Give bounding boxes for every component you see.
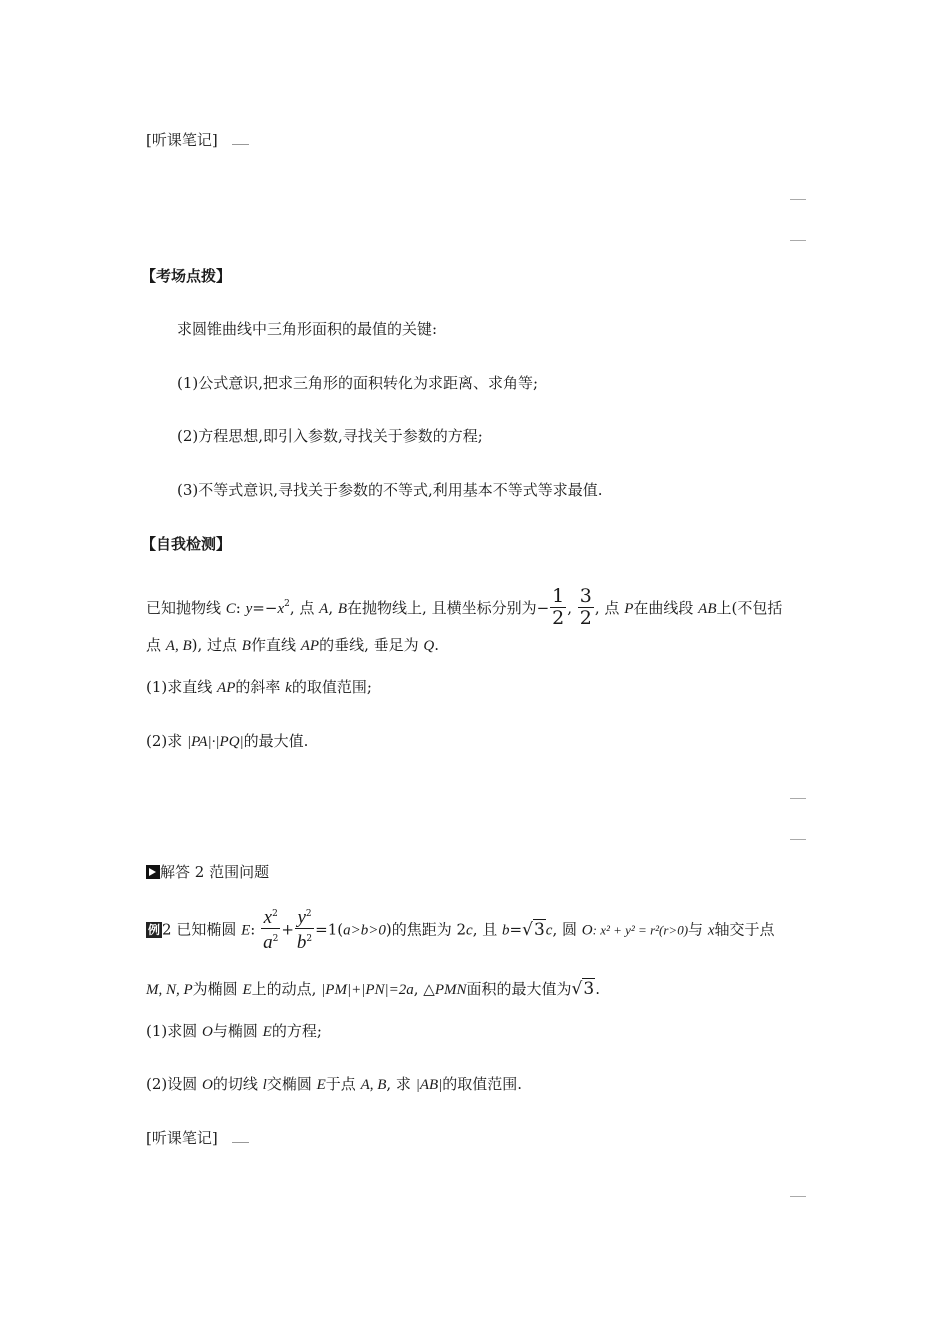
section-title-text: 解答 2 范围问题	[160, 863, 270, 881]
text: 的方程;	[271, 1022, 322, 1040]
text: 交椭圆	[266, 1075, 317, 1093]
section-marker-icon	[146, 865, 160, 879]
var-ap: AP	[217, 680, 236, 696]
text: 于点	[325, 1075, 361, 1093]
note-line	[790, 1196, 806, 1197]
text: )的焦距为 2	[385, 920, 467, 939]
var-e: E	[262, 1024, 272, 1040]
self-test-line-2	[146, 634, 439, 655]
text: 的取值范围.	[442, 1075, 523, 1093]
text: 点	[146, 636, 166, 654]
example-line-1	[146, 906, 775, 955]
var-b: b	[296, 932, 307, 953]
var-p: P	[624, 601, 634, 617]
var-b: B	[337, 601, 348, 617]
var-l: l	[262, 1077, 267, 1093]
var-ab-points: A, B	[360, 1077, 387, 1093]
sqrt-3: √3	[571, 979, 595, 999]
denominator: 2	[552, 606, 565, 629]
tips-heading: 【考场点拨】	[141, 267, 232, 285]
radicand: 3	[533, 919, 545, 940]
notes-label-bottom	[146, 1127, 249, 1148]
text: .	[595, 980, 600, 998]
text: 与	[688, 920, 708, 939]
circle-equation: : x² + y² = r²	[592, 922, 660, 938]
notes-label-top	[146, 129, 249, 150]
notes-label-text: [听课笔记]	[146, 131, 218, 149]
text: =−	[252, 599, 278, 617]
tips-item-1: (1)公式意识,把求三角形的面积转化为求距离、求角等;	[177, 374, 539, 392]
sqrt-3: √3	[522, 919, 545, 940]
var-a: A	[319, 601, 329, 617]
note-line	[790, 839, 806, 840]
var-b: b	[502, 922, 510, 939]
notes-label-text: [听课笔记]	[146, 1129, 218, 1147]
var-pmn: PMN	[434, 982, 467, 998]
var-o: O	[202, 1024, 213, 1040]
text: =	[509, 920, 523, 939]
exponent: 2	[284, 599, 290, 609]
example-number: 2	[162, 920, 172, 939]
text: ,	[328, 599, 338, 617]
text: , 且	[472, 920, 503, 939]
self-test-heading: 【自我检测】	[141, 535, 232, 553]
text: 在抛物线上, 且横坐标分别为−	[347, 599, 550, 617]
note-line	[790, 240, 806, 241]
text: (2)设圆	[146, 1075, 203, 1093]
text: , 求	[386, 1075, 416, 1093]
exponent: 2	[272, 934, 279, 944]
text: .	[434, 636, 439, 654]
var-x: x	[277, 601, 285, 617]
fraction-x2-a2	[261, 904, 280, 953]
tips-intro: 求圆锥曲线中三角形面积的最值的关键:	[177, 320, 438, 338]
example-question-2	[146, 1073, 522, 1094]
expr-ab: |AB|	[415, 1077, 443, 1093]
example-line-2	[146, 978, 600, 999]
text: 的垂线, 垂足为	[319, 636, 424, 654]
var-e: E	[316, 1077, 326, 1093]
exponent: 2	[305, 909, 312, 919]
radicand: 3	[583, 979, 595, 999]
var-k: k	[285, 680, 292, 696]
text: 已知椭圆	[171, 920, 242, 939]
fraction-half	[550, 586, 566, 629]
var-x: x	[263, 907, 273, 928]
notes-blank[interactable]	[232, 1142, 249, 1143]
text: 的切线	[212, 1075, 263, 1093]
var-y: y	[297, 907, 306, 928]
self-test-question-2	[146, 730, 308, 751]
var-o: O	[581, 922, 593, 939]
text: ), 过点	[191, 636, 242, 654]
text: 已知抛物线	[146, 599, 226, 617]
notes-blank[interactable]	[232, 144, 249, 145]
expr-pm-pn: |PM|+|PN|=2a	[321, 982, 414, 998]
var-q: Q	[423, 638, 435, 654]
text: 上的动点,	[251, 980, 322, 998]
note-line	[790, 199, 806, 200]
text: 的取值范围;	[291, 678, 372, 696]
var-c: c	[545, 922, 553, 939]
example-question-1	[146, 1020, 322, 1041]
text: , 圆	[552, 920, 582, 939]
text: =1(	[315, 920, 344, 939]
exponent: 2	[272, 909, 278, 919]
section-2-title	[146, 861, 269, 882]
text: 为椭圆	[192, 980, 243, 998]
var-ap: AP	[300, 638, 320, 654]
fraction-y2-b2	[295, 904, 314, 953]
text: +	[281, 920, 294, 939]
var-x: x	[707, 922, 715, 939]
text: 作直线	[250, 636, 301, 654]
text: :	[250, 920, 261, 939]
text: 在曲线段	[633, 599, 699, 617]
var-ab: AB	[698, 601, 717, 617]
tips-item-2: (2)方程思想,即引入参数,寻找关于参数的方程;	[177, 427, 483, 445]
var-c: C	[225, 601, 236, 617]
text: , 点	[289, 599, 320, 617]
var-y: y	[245, 601, 253, 617]
text: :	[235, 599, 246, 617]
text: (1)求圆	[146, 1022, 203, 1040]
numerator: 1	[552, 584, 565, 607]
var-e: E	[242, 982, 252, 998]
var-o: O	[202, 1077, 213, 1093]
text: 面积的最大值为	[466, 980, 572, 998]
expr-pa-pq: |PA|·|PQ|	[187, 734, 244, 750]
var-a: a	[263, 932, 273, 953]
denominator: 2	[579, 606, 592, 629]
fraction-three-halves	[578, 586, 594, 629]
exponent: 2	[306, 934, 313, 944]
text: 上(不包括	[716, 599, 783, 617]
r-condition: (r>0)	[659, 922, 689, 938]
self-test-line-1: 已知抛物线 C: $y=-x^2$, 点 A, B在抛物线上, 且横坐标分别为− $\frac{1}{2}$ , $\frac{3}{2}$ , 点 P在曲线段 AB上(不包括	[146, 584, 783, 629]
var-c: c	[466, 922, 473, 939]
self-test-question-1	[146, 676, 372, 697]
var-b: B	[241, 638, 251, 654]
numerator: 3	[579, 584, 592, 607]
var-e: E	[241, 922, 251, 939]
text: , △	[413, 980, 435, 998]
text: , 点	[594, 599, 625, 617]
example-badge-icon: 例	[148, 922, 161, 937]
tips-item-3: (3)不等式意识,寻找关于参数的不等式,利用基本不等式等求最值.	[177, 481, 603, 499]
text: (1)求直线	[146, 678, 218, 696]
text: 轴交于点	[714, 920, 775, 939]
text: 的最大值.	[243, 732, 309, 750]
text: 的斜率	[235, 678, 286, 696]
text: 与椭圆	[212, 1022, 263, 1040]
condition: a>b>0	[343, 922, 386, 939]
var-mnp: M, N, P	[146, 982, 193, 998]
var-ab-points: A, B	[165, 638, 192, 654]
text: (2)求	[146, 732, 188, 750]
note-line	[790, 798, 806, 799]
